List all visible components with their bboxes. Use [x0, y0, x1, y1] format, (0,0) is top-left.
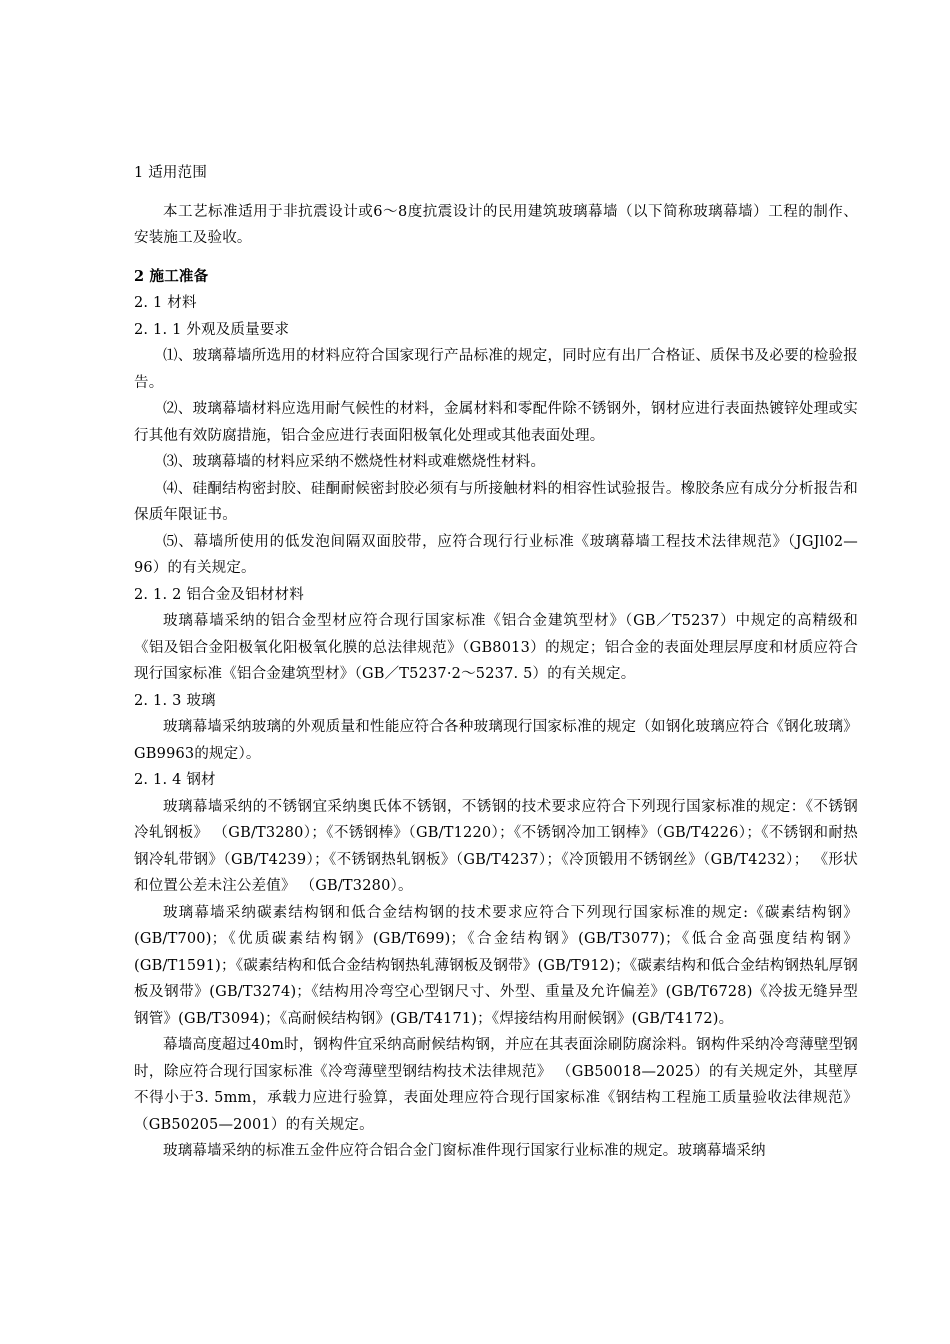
section-2-1-title: 2. 1 材料 [134, 295, 197, 311]
section-2-1-4-paragraph: 玻璃幕墙采纳碳素结构钢和低合金结构钢的技术要求应符合下列现行国家标准的规定:《碳素结构钢》(GB/T700)；《优质碳素结构钢》(GB/T699)；《合金结构钢》(GB/T3077)；《低合金高强度结构钢》(GB/T1591)；《碳素结构和低合金结构钢热轧薄钢板及钢带》(GB/T912)；《碳素结构和低合金结构钢热轧厚钢板及钢带》(GB/T3274)；《结构用冷弯空心型钢尺寸、外型、重量及允许偏差》(GB/T6728)《冷拔无缝异型钢管》(GB/T3094)；《高耐候结构钢》(GB/T4171)；《焊接结构用耐候钢》(GB/T4172)。 [134, 904, 858, 1027]
list-item: ⑶、玻璃幕墙的材料应采纳不燃烧性材料或难燃烧性材料。 [163, 454, 546, 470]
section-1-paragraph: 本工艺标准适用于非抗震设计或6～8度抗震设计的民用建筑玻璃幕墙（以下简称玻璃幕墙）工程的制作、安装施工及验收。 [134, 203, 858, 246]
section-2-1-3-paragraph: 玻璃幕墙采纳玻璃的外观质量和性能应符合各种玻璃现行国家标准的规定（如钢化玻璃应符合《钢化玻璃》GB9963的规定）。 [134, 719, 858, 762]
section-1-title: 1 适用范围 [134, 165, 208, 181]
section-2-1-1-title: 2. 1. 1 外观及质量要求 [134, 321, 290, 338]
list-item: ⑸、幕墙所使用的低发泡间隔双面胶带，应符合现行行业标准《玻璃幕墙工程技术法律规范》（JGJl02—96）的有关规定。 [134, 533, 858, 576]
section-2-1-2-title: 2. 1. 2 铝合金及铝材材料 [134, 586, 304, 603]
section-2-1-4-title: 2. 1. 4 钢材 [134, 772, 216, 788]
list-item: ⑴、玻璃幕墙所选用的材料应符合国家现行产品标准的规定，同时应有出厂合格证、质保书及必要的检验报告。 [134, 348, 858, 391]
document-body [134, 160, 858, 1165]
list-item: ⑷、硅酮结构密封胶、硅酮耐候密封胶必须有与所接触材料的相容性试验报告。橡胶条应有成分分析报告和保质年限证书。 [134, 480, 858, 523]
section-2-1-4-paragraph: 玻璃幕墙采纳的标准五金件应符合铝合金门窗标准件现行国家行业标准的规定。玻璃幕墙采纳 [163, 1143, 766, 1159]
section-2-1-2-paragraph: 玻璃幕墙采纳的铝合金型材应符合现行国家标准《铝合金建筑型材》（GB／T5237）中规定的高精级和《铝及铝合金阳极氧化阳极氧化膜的总法律规范》（GB8013）的规定；铝合金的表面处理层厚度和材质应符合现行国家标准《铝合金建筑型材》（GB／T5237·2～5237. 5）的有关规定。 [134, 613, 858, 682]
section-2-1-4-paragraph: 玻璃幕墙采纳的不锈钢宜采纳奥氏体不锈钢，不锈钢的技术要求应符合下列现行国家标准的规定：《不锈钢冷轧钢板》 （GB/T3280）；《不锈钢棒》（GB/T1220）；《不锈钢冷加工钢棒》（GB/T4226）；《不锈钢和耐热钢冷轧带钢》（GB/T4239）；《不锈钢热轧钢板》（GB/T4237）；《冷顶锻用不锈钢丝》（GB/T4232）； 《形状和位置公差未注公差值》 （GB/T3280）。 [134, 798, 858, 894]
list-item: ⑵、玻璃幕墙材料应选用耐气候性的材料，金属材料和零配件除不锈钢外，钢材应进行表面热镀锌处理或实行其他有效防腐措施，铝合金应进行表面阳极氧化处理或其他表面处理。 [134, 401, 858, 444]
section-2-title: 2 施工准备 [134, 267, 209, 285]
section-2-1-4-paragraph: 幕墙高度超过40m时，钢构件宜采纳高耐候结构钢，并应在其表面涂刷防腐涂料。钢构件采纳冷弯薄壁型钢时，除应符合现行国家标准《冷弯薄壁型钢结构技术法律规范》 （GB50018—2025）的有关规定外，其壁厚不得小于3. 5mm，承载力应进行验算，表面处理应符合现行国家标准《钢结构工程施工质量验收法律规范》（GB50205—2001）的有关规定。 [134, 1037, 858, 1133]
section-2-1-3-title: 2. 1. 3 玻璃 [134, 692, 216, 709]
